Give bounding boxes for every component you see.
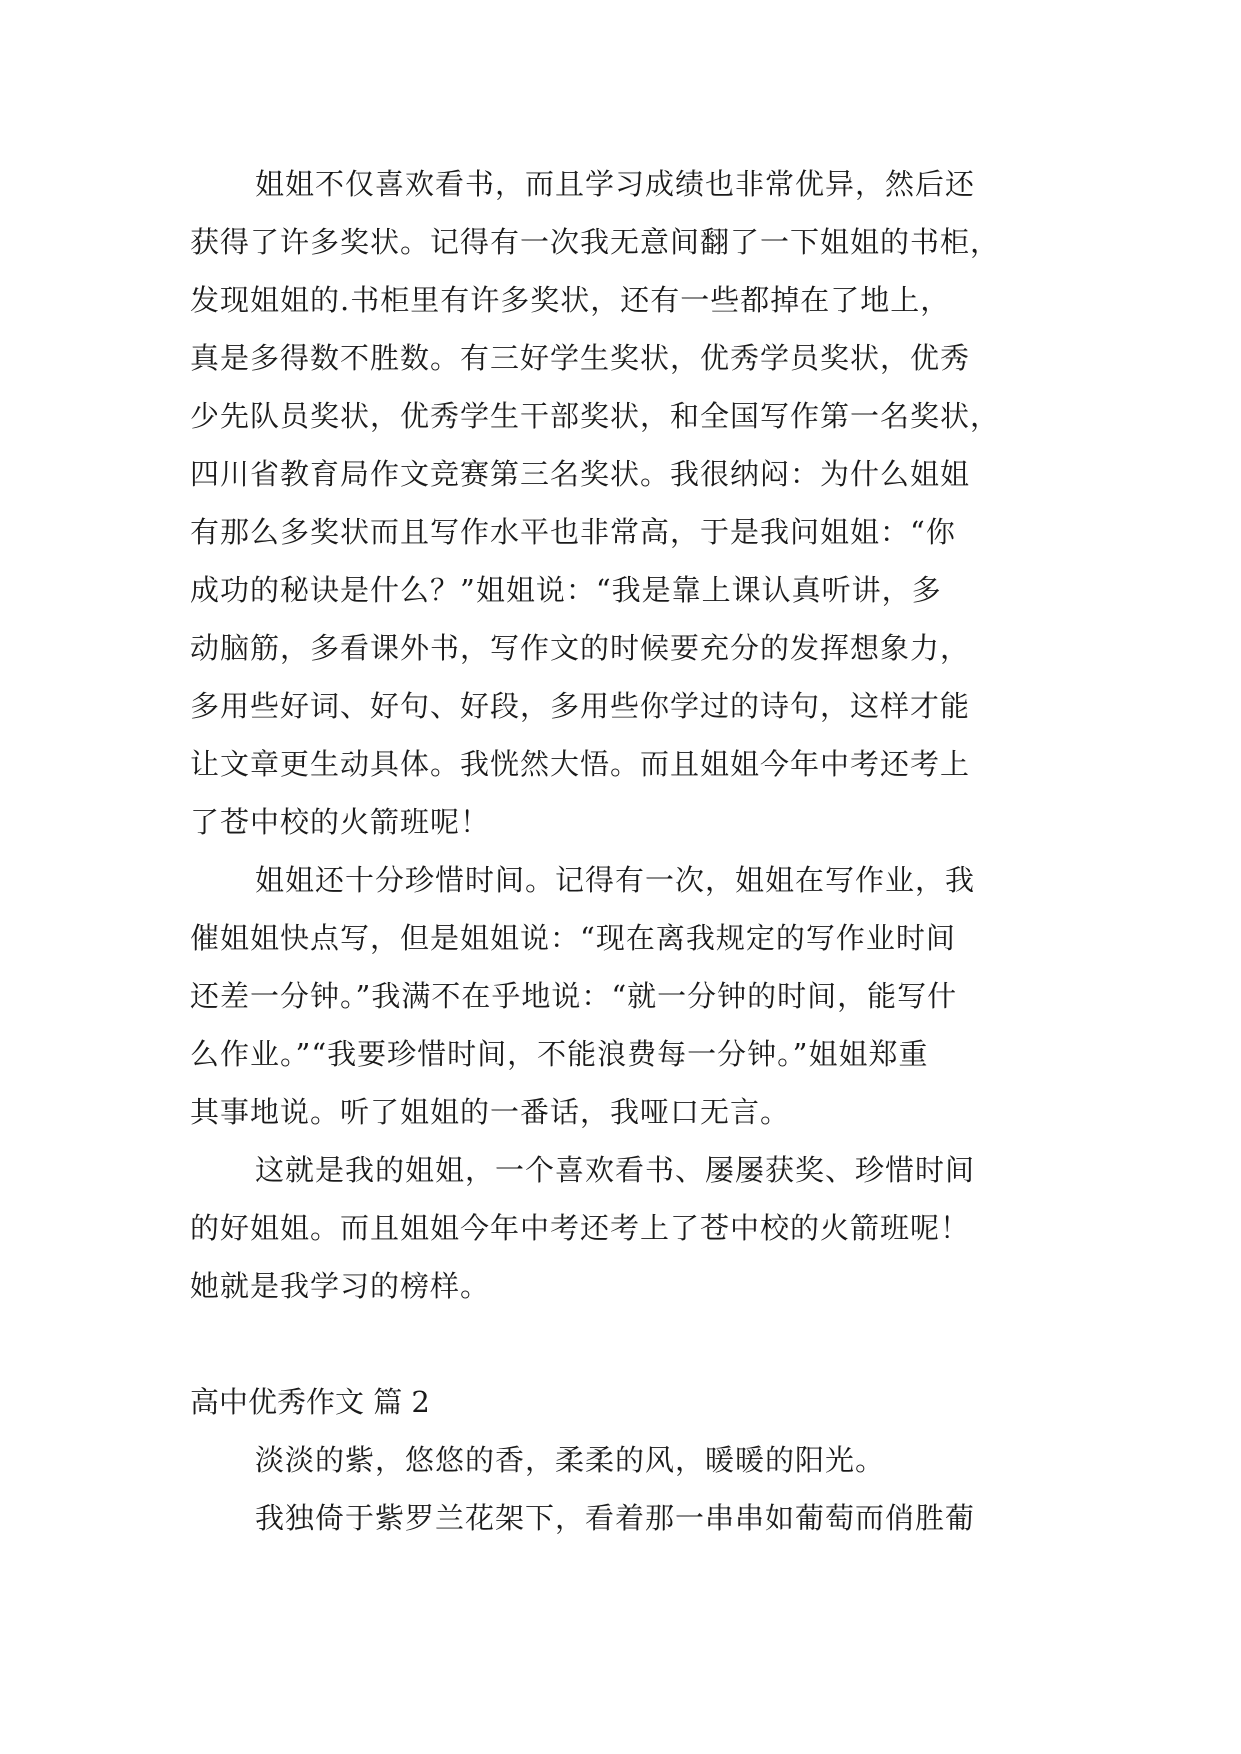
text-line: 我独倚于紫罗兰花架下，看着那一串串如葡萄而俏胜葡 <box>255 1501 976 1535</box>
text-line: 的好姐姐。而且姐姐今年中考还考上了苍中校的火箭班呢！ <box>190 1211 971 1245</box>
text-line: 获得了许多奖状。记得有一次我无意间翻了一下姐姐的书柜， <box>190 225 1001 259</box>
text-line: 少先队员奖状，优秀学生干部奖状，和全国写作第一名奖状， <box>190 399 1001 433</box>
text-line: 多用些好词、好句、好段，多用些你学过的诗句，这样才能 <box>190 689 971 723</box>
text-line: 真是多得数不胜数。有三好学生奖状，优秀学员奖状，优秀 <box>190 341 971 375</box>
text-line: 么作业。”“我要珍惜时间，不能浪费每一分钟。”姐姐郑重 <box>190 1037 929 1071</box>
text-line: 有那么多奖状而且写作水平也非常高，于是我问姐姐：“你 <box>190 515 956 549</box>
text-line: 其事地说。听了姐姐的一番话，我哑口无言。 <box>190 1095 791 1129</box>
text-line: 让文章更生动具体。我恍然大悟。而且姐姐今年中考还考上 <box>190 747 971 781</box>
text-line: 成功的秘诀是什么？”姐姐说：“我是靠上课认真听讲，多 <box>190 573 942 607</box>
text-line: 催姐姐快点写，但是姐姐说：“现在离我规定的写作业时间 <box>190 921 956 955</box>
text-line: 淡淡的紫，悠悠的香，柔柔的风，暖暖的阳光。 <box>255 1443 886 1477</box>
text-line: 发现姐姐的.书柜里有许多奖状，还有一些都掉在了地上， <box>190 283 951 317</box>
text-line: 动脑筋，多看课外书，写作文的时候要充分的发挥想象力， <box>190 631 971 665</box>
text-line: 了苍中校的火箭班呢！ <box>190 805 491 839</box>
text-line: 姐姐不仅喜欢看书，而且学习成绩也非常优异，然后还 <box>255 167 976 201</box>
text-line: 她就是我学习的榜样。 <box>190 1269 491 1303</box>
text-line: 还差一分钟。”我满不在乎地说：“就一分钟的时间，能写什 <box>190 979 958 1013</box>
text-line: 这就是我的姐姐，一个喜欢看书、屡屡获奖、珍惜时间 <box>255 1153 976 1187</box>
text-line: 姐姐还十分珍惜时间。记得有一次，姐姐在写作业，我 <box>255 863 976 897</box>
section-heading: 高中优秀作文 篇 2 <box>190 1385 430 1419</box>
text-line: 四川省教育局作文竞赛第三名奖状。我很纳闷：为什么姐姐 <box>190 457 971 491</box>
